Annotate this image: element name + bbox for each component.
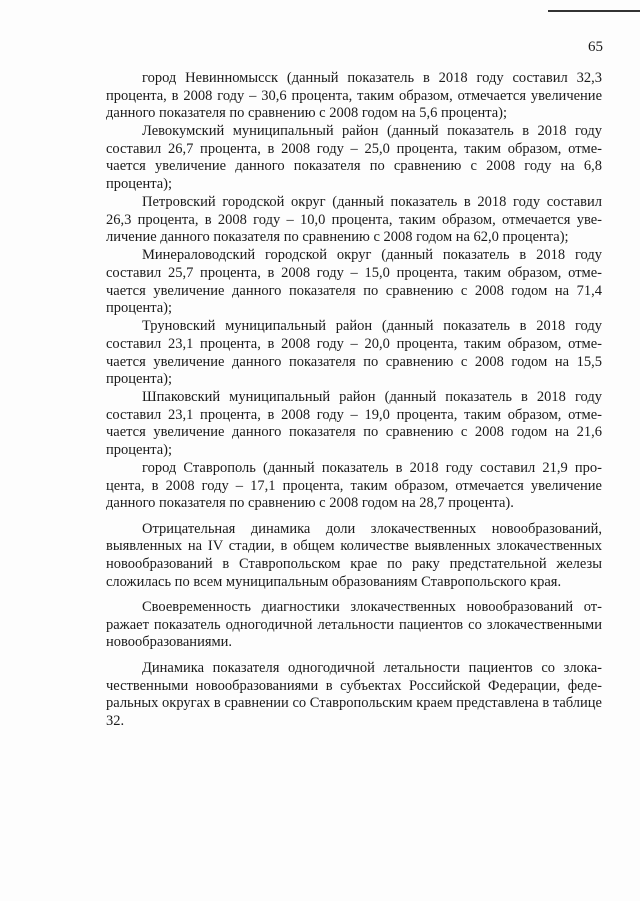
paragraph-mineralovodsky: Минераловодский городской округ (данный показатель в 2018 году составил 25,7 процента, в 2008 году – 15,0 процента, таким образом, отмечается увеличение данного показателя по сравнению с 2008 годом на 71,4 процента); [106,247,602,317]
page-number: 65 [588,39,603,55]
paragraph-levokumsky: Левокумский муниципальный район (данный показатель в 2018 году составил 26,7 процента, в 2008 году – 25,0 процента, таким образом, отмечается увеличение данного показателя по сравнению с 2008 году на 6,8 процента); [106,123,602,193]
paragraph-petrovsky: Петровский городской округ (данный показатель в 2018 году составил 26,3 процента, в 2008 году – 10,0 процента, таким образом, отмечается увеличение данного показателя по сравнению с 2008 годом на 62,0 процента); [106,194,602,246]
scan-corner-mark [548,0,640,12]
paragraph-negative-dynamics: Отрицательная динамика доли злокачественных новообразований, выявленных на IV стадии, в общем количестве выявленных злокачественных новообразований в Ставропольском крае по раку предстательной железы сложилась по всем муниципальным образованиям Ставропольского края. [106,520,602,590]
paragraph-table-reference: Динамика показателя одногодичной летальности пациентов со злокачественными новообразованиями в субъектах Российской Федерации, федеральных округах в сравнении со Ставропольским краем представлена в таблице 32. [106,660,602,729]
paragraph-diagnostics-timeliness: Своевременность диагностики злокачественных новообразований отражает показатель одногодичной летальности пациентов со злокачественными новообразованиями. [106,599,602,651]
paragraph-nevinnomyssk: город Невинномысск (данный показатель в 2018 году составил 32,3 процента, в 2008 году – 30,6 процента, таким образом, отмечается увеличение данного показателя по сравнению с 2008 годом на 5,6 процента); [106,70,602,122]
paragraph-trunovsky: Труновский муниципальный район (данный показатель в 2018 году составил 23,1 процента, в 2008 году – 20,0 процента, таким образом, отмечается увеличение данного показателя по сравнению с 2008 годом на 15,5 процента); [106,318,602,388]
document-body [106,70,602,731]
paragraph-shpakovsky: Шпаковский муниципальный район (данный показатель в 2018 году составил 23,1 процента, в 2008 году – 19,0 процента, таким образом, отмечается увеличение данного показателя по сравнению с 2008 годом на 21,6 процента); [106,389,602,458]
paragraph-stavropol: город Ставрополь (данный показатель в 2018 году составил 21,9 процента, в 2008 году – 17,1 процента, таким образом, отмечается увеличение данного показателя по сравнению с 2008 годом на 28,7 процента). [106,460,602,512]
